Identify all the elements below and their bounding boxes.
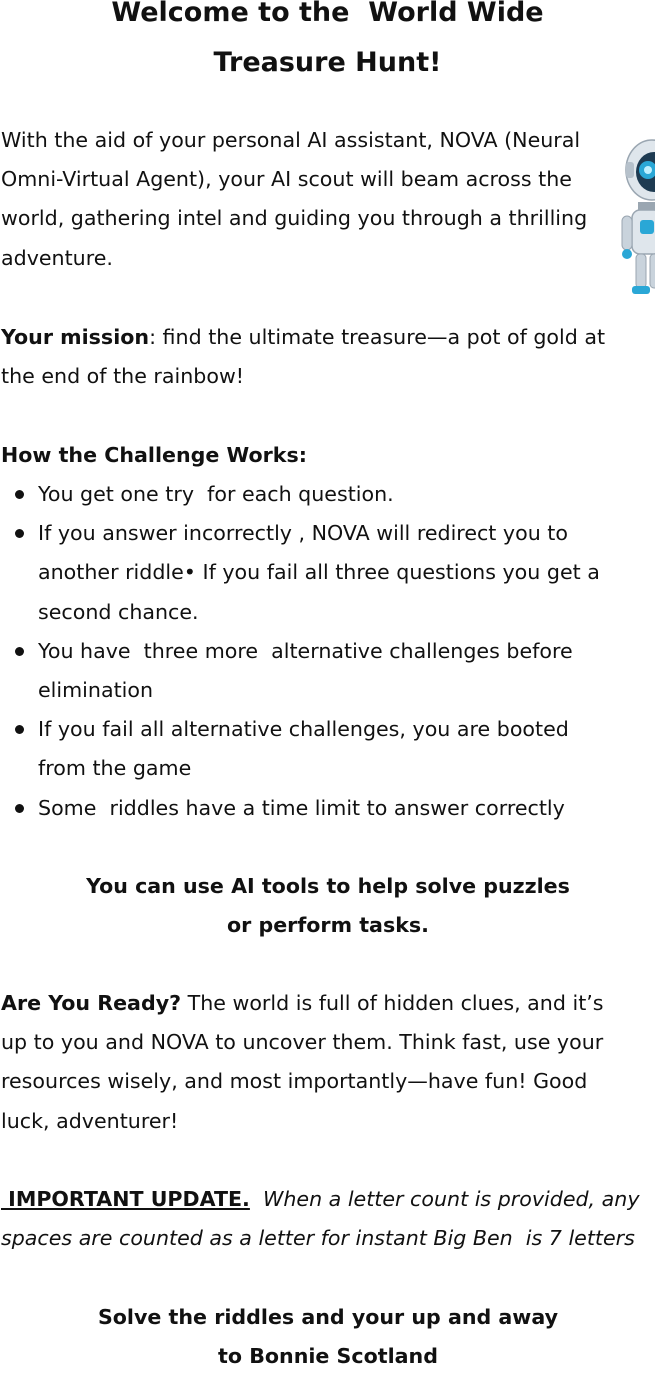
mission-label: Your mission: [1, 325, 150, 349]
bullet-icon: [15, 529, 24, 538]
ready-line: luck, adventurer!: [1, 1108, 179, 1133]
bullet-icon: [15, 804, 24, 813]
list-item-text: You have three more alternative challenges before: [38, 638, 573, 663]
intro-line: Omni-Virtual Agent), your AI scout will beam across the: [1, 167, 572, 192]
ai-tools-line-2: or perform tasks.: [226, 913, 429, 938]
ready-label: Are You Ready?: [1, 991, 182, 1015]
title-line-1: Welcome to the World Wide: [111, 0, 544, 28]
list-item-text: from the game: [38, 756, 192, 781]
intro-line: adventure.: [1, 245, 113, 270]
intro-line: With the aid of your personal AI assistant, NOVA (Neural: [1, 128, 581, 152]
bullet-icon: [15, 725, 24, 734]
list-item-text: If you fail all alternative challenges, you are booted: [38, 717, 569, 742]
title-line-2: Treasure Hunt!: [213, 47, 442, 78]
list-item-text: Some riddles have a time limit to answer correctly: [38, 795, 565, 820]
list-item: [0, 710, 640, 788]
update-line-1: [1, 1180, 655, 1219]
list-item-text: another riddle• If you fail all three questions you get a: [38, 560, 600, 585]
ai-tools-note: [1, 867, 655, 945]
ready-text: The world is full of hidden clues, and it’s: [181, 991, 604, 1015]
ready-paragraph: [1, 984, 655, 1141]
mission-paragraph: [1, 318, 655, 396]
intro-paragraph: [1, 121, 655, 278]
list-item-text: elimination: [38, 677, 154, 702]
ready-line: resources wisely, and most importantly—have fun! Good: [1, 1069, 588, 1094]
closing-line-1: Solve the riddles and your up and away: [97, 1305, 559, 1329]
mission-text: : find the ultimate treasure—a pot of gold at: [149, 325, 606, 349]
ready-line-1: [1, 984, 655, 1023]
mission-line-2: the end of the rainbow!: [1, 364, 245, 389]
rules-list: [0, 475, 640, 828]
bullet-icon: [15, 647, 24, 656]
closing-note: [1, 1298, 655, 1376]
update-label: IMPORTANT UPDATE.: [1, 1187, 250, 1211]
ai-tools-line-1: You can use AI tools to help solve puzzles: [86, 874, 570, 898]
intro-line: world, gathering intel and guiding you through a thrilling: [1, 206, 588, 231]
list-item: [0, 514, 640, 632]
closing-line-2: to Bonnie Scotland: [218, 1344, 438, 1369]
rules-heading: [1, 436, 655, 475]
list-item: [0, 475, 640, 514]
bullet-icon: [15, 490, 24, 499]
ready-line: up to you and NOVA to uncover them. Think fast, use your: [1, 1030, 604, 1055]
update-line-2: spaces are counted as a letter for instant Big Ben is 7 letters: [1, 1226, 635, 1251]
list-item-text: If you answer incorrectly , NOVA will redirect you to: [38, 521, 568, 546]
list-item-text: second chance.: [38, 599, 199, 624]
list-item: [0, 789, 640, 828]
list-item: [0, 632, 640, 710]
mission-line-1: [1, 318, 655, 357]
important-update: [1, 1180, 655, 1258]
page-title: [0, 0, 655, 88]
list-item-text: You get one try for each question.: [38, 482, 394, 506]
update-text: When a letter count is provided, any: [249, 1187, 640, 1211]
rules-heading-text: How the Challenge Works:: [1, 443, 307, 467]
